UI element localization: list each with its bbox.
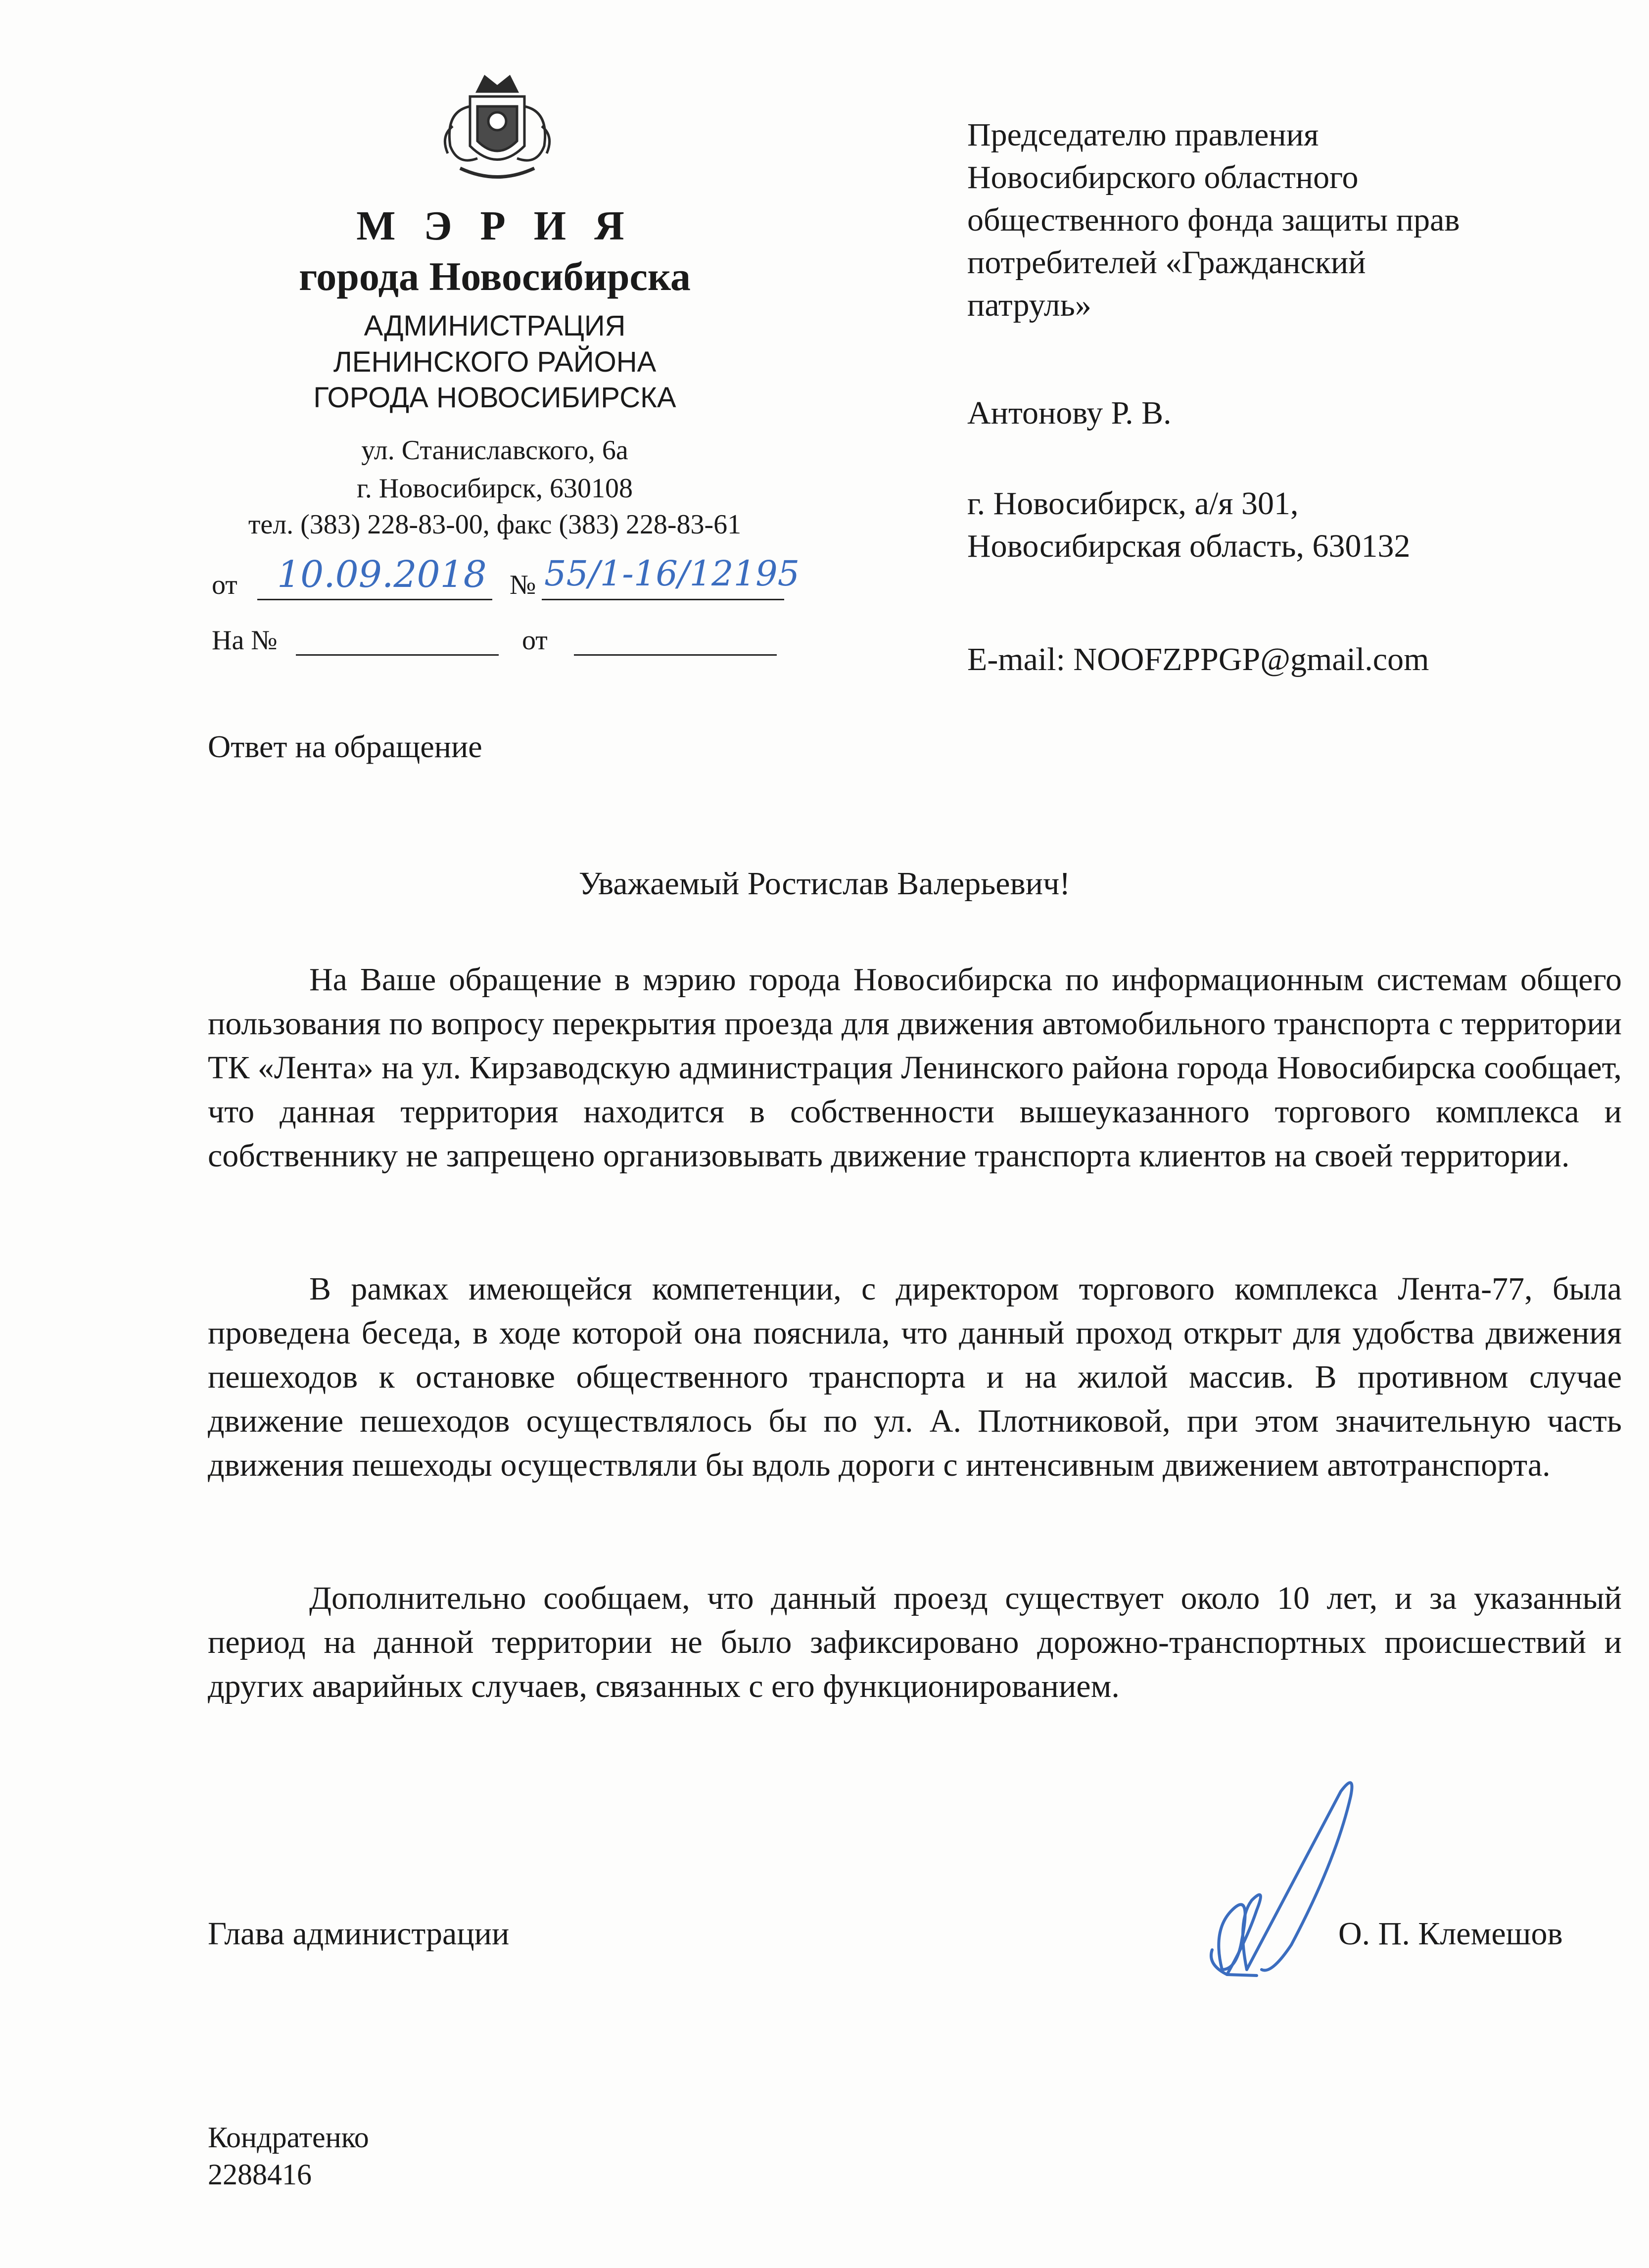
body-paragraph-1: На Ваше обращение в мэрию города Новосибирска по информационным системам общего пользования по вопросу перекрытия проезда для движения автомобильного транспорта с территории ТК «Лента» на ул. Кирзаводскую администрация Ленинского района города Новосибирска сообщает, что данная территория находится в собственности вышеуказанного торгового комплекса и собственнику не запрещено организовывать движение транспорта клиентов на своей территории. [208, 962, 1622, 1174]
salutation: Уважаемый Ростислав Валерьевич! [578, 866, 1071, 902]
recipient-line-3: общественного фонда защиты прав [967, 202, 1460, 238]
reply-date-label: от [522, 625, 548, 656]
subject-line: Ответ на обращение [208, 729, 482, 764]
executor-name: Кондратенко [208, 2121, 369, 2154]
date-label: от [212, 570, 237, 600]
recipient-line-2: Новосибирского областного [967, 159, 1359, 195]
body-paragraph-3: Дополнительно сообщаем, что данный проезд существует около 10 лет, и за указанный период на данной территории не было зафиксировано дорожно-транспортных происшествий и других аварийных случаев, связанных с его функционированием. [208, 1580, 1622, 1704]
number-label: № [510, 570, 536, 600]
reply-number-label: На № [212, 625, 278, 656]
executor-phone: 2288416 [208, 2158, 312, 2191]
recipient-address-2: Новосибирская область, 630132 [967, 528, 1411, 564]
admin-line-2: ЛЕНИНСКОГО РАЙОНА [333, 346, 657, 378]
number-underline [542, 599, 784, 600]
date-underline [257, 599, 492, 600]
body-paragraph-2: В рамках имеющейся компетенции, с директором торгового комплекса Лента-77, была проведена беседа, в ходе которой она пояснила, что данный проход открыт для удобства движения пешеходов к остановке общественного транспорта и на жилой массив. В противном случае движение пешеходов осуществлялось бы по ул. А. Плотниковой, при этом значительную часть движения пешеходы осуществляли бы вдоль дороги с интенсивным движением автотранспорта. [208, 1271, 1622, 1483]
recipient-line-5: патруль» [967, 287, 1091, 323]
date-handwritten: 10.09.2018 [277, 553, 487, 596]
coat-of-arms-icon [430, 72, 564, 186]
address-phone-fax: тел. (383) 228-83-00, факс (383) 228-83-61 [248, 509, 742, 540]
reply-date-underline [574, 654, 777, 656]
mayor-office-title: М Э Р И Я [356, 203, 633, 249]
signatory-name: О. П. Клемешов [1338, 1916, 1563, 1952]
handwritten-signature-icon [1192, 1762, 1400, 1989]
reply-number-underline [296, 654, 499, 656]
recipient-name: Антонову Р. В. [967, 395, 1172, 431]
city-title: города Новосибирска [299, 254, 691, 299]
address-city-zip: г. Новосибирск, 630108 [357, 473, 633, 504]
recipient-email: E-mail: NOOFZPPGP@gmail.com [967, 641, 1429, 677]
admin-line-1: АДМИНИСТРАЦИЯ [364, 310, 626, 342]
admin-line-3: ГОРОДА НОВОСИБИРСКА [313, 382, 676, 414]
number-handwritten: 55/1-16/12195 [544, 553, 800, 594]
signatory-position: Глава администрации [208, 1916, 510, 1952]
recipient-line-1: Председателю правления [967, 117, 1319, 153]
recipient-address-1: г. Новосибирск, а/я 301, [967, 485, 1299, 522]
address-street: ул. Станиславского, 6а [361, 435, 628, 466]
recipient-line-4: потребителей «Гражданский [967, 244, 1366, 281]
